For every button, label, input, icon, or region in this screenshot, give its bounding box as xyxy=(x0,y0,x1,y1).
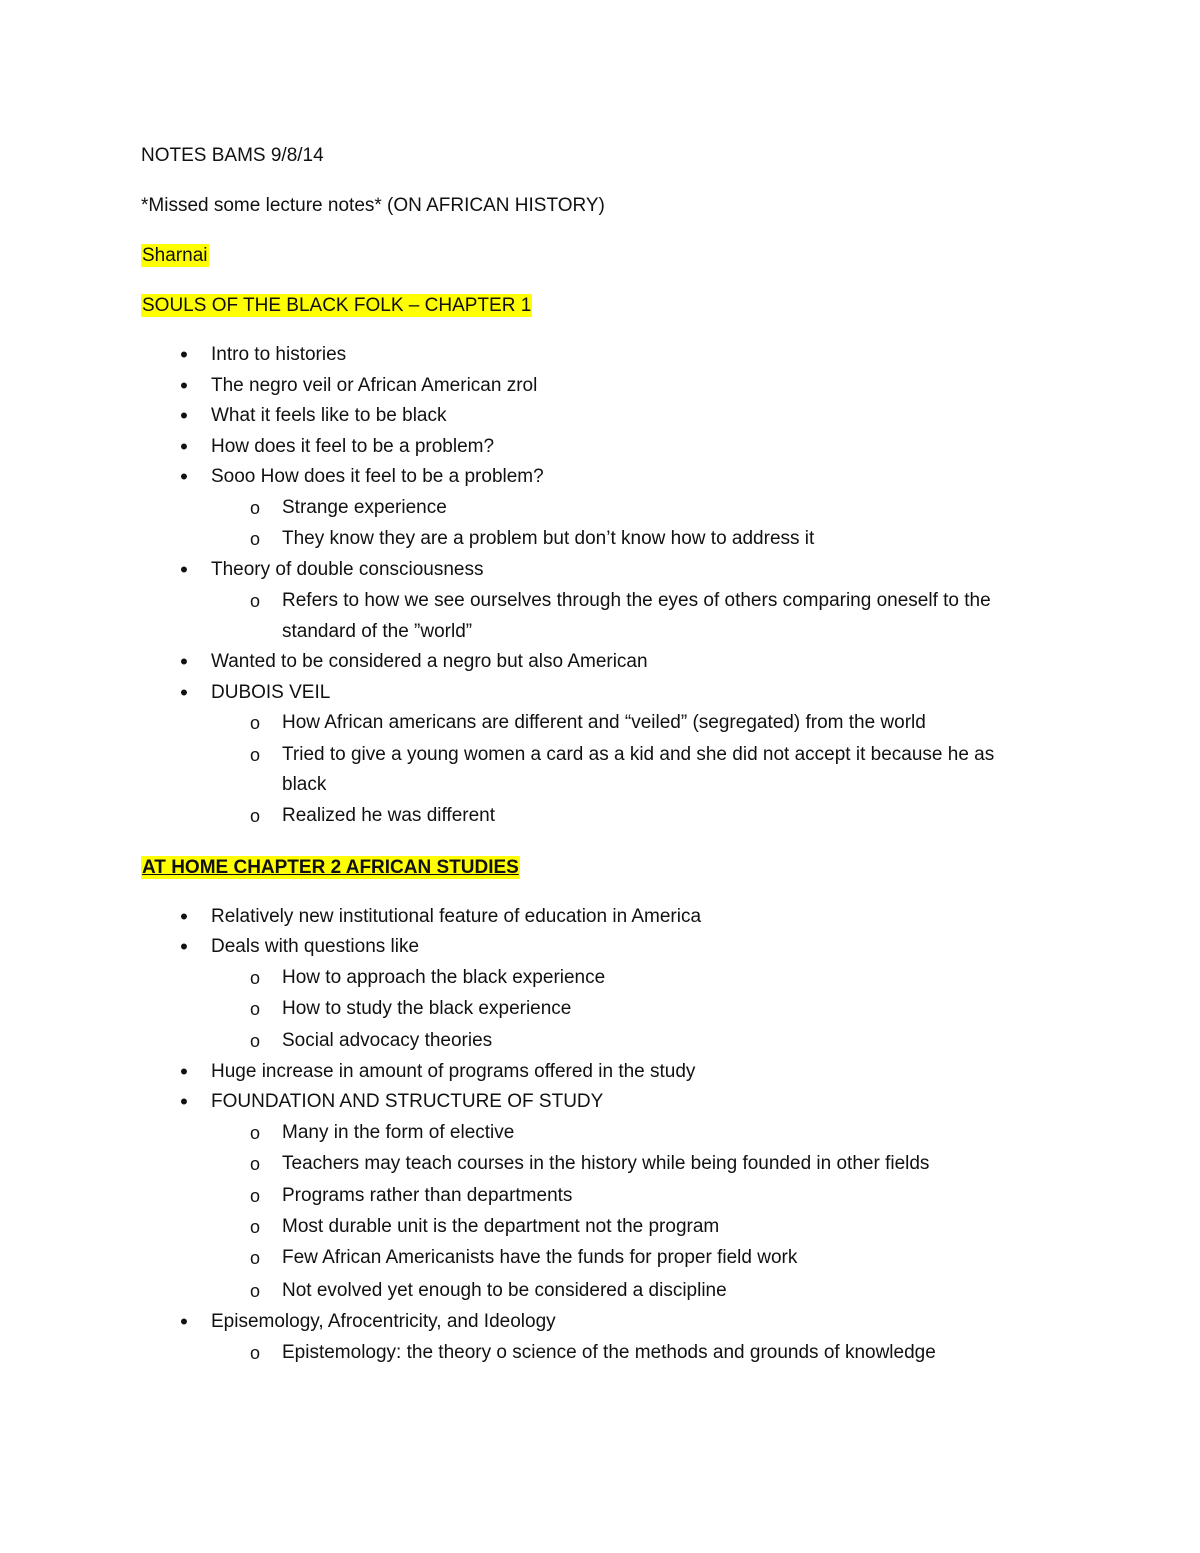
sub-list-item: o Many in the form of elective xyxy=(282,1119,514,1147)
bullet-icon: • xyxy=(180,434,188,459)
section1-title: SOULS OF THE BLACK FOLK – CHAPTER 1 xyxy=(142,295,532,316)
sub-list-item: o Most durable unit is the department not the program xyxy=(282,1213,719,1241)
bullet-icon: • xyxy=(180,557,188,582)
author-name: Sharnai xyxy=(142,245,208,266)
bullet-icon: • xyxy=(180,680,188,705)
bullet-icon: • xyxy=(180,373,188,398)
bullet-icon: • xyxy=(180,934,188,959)
sub-list-item: o Few African Americanists have the funds for proper field work xyxy=(282,1244,797,1272)
sub-list-continuation: standard of the ”world” xyxy=(282,621,473,642)
circle-bullet-icon: o xyxy=(249,498,260,518)
sub-list-item: o Strange experience xyxy=(282,494,447,522)
circle-bullet-icon: o xyxy=(249,745,260,765)
list-item: • Sooo How does it feel to be a problem? xyxy=(211,463,544,491)
list-item: • Relatively new institutional feature of education in America xyxy=(211,903,701,931)
circle-bullet-icon: o xyxy=(249,1031,260,1051)
section1-heading xyxy=(141,292,532,320)
sub-list-item: o Realized he was different xyxy=(282,802,495,830)
list-item: • The negro veil or African American zrol xyxy=(211,372,537,400)
missed-notes-line: *Missed some lecture notes* (ON AFRICAN HISTORY) xyxy=(141,195,605,216)
circle-bullet-icon: o xyxy=(249,1281,260,1301)
circle-bullet-icon: o xyxy=(249,1248,260,1268)
sub-list-item: o They know they are a problem but don’t know how to address it xyxy=(282,525,814,553)
list-item: • How does it feel to be a problem? xyxy=(211,433,494,461)
circle-bullet-icon: o xyxy=(249,1217,260,1237)
list-item: • Episemology, Afrocentricity, and Ideology xyxy=(211,1308,556,1336)
section2-heading xyxy=(141,854,520,882)
circle-bullet-icon: o xyxy=(249,713,260,733)
sub-list-item: o How to study the black experience xyxy=(282,995,571,1023)
section2-title: AT HOME CHAPTER 2 AFRICAN STUDIES xyxy=(142,857,519,878)
sub-list-item: o How to approach the black experience xyxy=(282,964,605,992)
list-item: • Huge increase in amount of programs offered in the study xyxy=(211,1058,695,1086)
list-item: • Deals with questions like xyxy=(211,933,419,961)
bullet-icon: • xyxy=(180,904,188,929)
sub-list-item: o Teachers may teach courses in the history while being founded in other fields xyxy=(282,1150,929,1178)
sub-list-item: o Programs rather than departments xyxy=(282,1182,572,1210)
list-item: • FOUNDATION AND STRUCTURE OF STUDY xyxy=(211,1088,603,1116)
list-item: • Theory of double consciousness xyxy=(211,556,484,584)
circle-bullet-icon: o xyxy=(249,806,260,826)
bullet-icon: • xyxy=(180,649,188,674)
circle-bullet-icon: o xyxy=(249,1343,260,1363)
sub-list-item: o Epistemology: the theory o science of the methods and grounds of knowledge xyxy=(282,1339,936,1367)
sub-list-item: o Tried to give a young women a card as a kid and she did not accept it because he as xyxy=(282,741,994,769)
list-item: • DUBOIS VEIL xyxy=(211,679,330,707)
circle-bullet-icon: o xyxy=(249,1186,260,1206)
sub-list-item: o How African americans are different and “veiled” (segregated) from the world xyxy=(282,709,926,737)
circle-bullet-icon: o xyxy=(249,999,260,1019)
list-item: • Wanted to be considered a negro but also American xyxy=(211,648,648,676)
list-item: • Intro to histories xyxy=(211,341,346,369)
sub-list-item: o Social advocacy theories xyxy=(282,1027,492,1055)
list-item: • What it feels like to be black xyxy=(211,402,447,430)
circle-bullet-icon: o xyxy=(249,1123,260,1143)
bullet-icon: • xyxy=(180,464,188,489)
sub-list-item: o Refers to how we see ourselves through the eyes of others comparing oneself to the xyxy=(282,587,991,615)
sub-list-continuation: black xyxy=(282,774,327,795)
bullet-icon: • xyxy=(180,342,188,367)
bullet-icon: • xyxy=(180,1059,188,1084)
bullet-icon: • xyxy=(180,1089,188,1114)
circle-bullet-icon: o xyxy=(249,968,260,988)
sub-list-item: o Not evolved yet enough to be considered a discipline xyxy=(282,1277,727,1305)
notes-header: NOTES BAMS 9/8/14 xyxy=(141,145,324,166)
circle-bullet-icon: o xyxy=(249,529,260,549)
circle-bullet-icon: o xyxy=(249,591,260,611)
author-line xyxy=(141,242,209,270)
circle-bullet-icon: o xyxy=(249,1154,260,1174)
bullet-icon: • xyxy=(180,1309,188,1334)
bullet-icon: • xyxy=(180,403,188,428)
